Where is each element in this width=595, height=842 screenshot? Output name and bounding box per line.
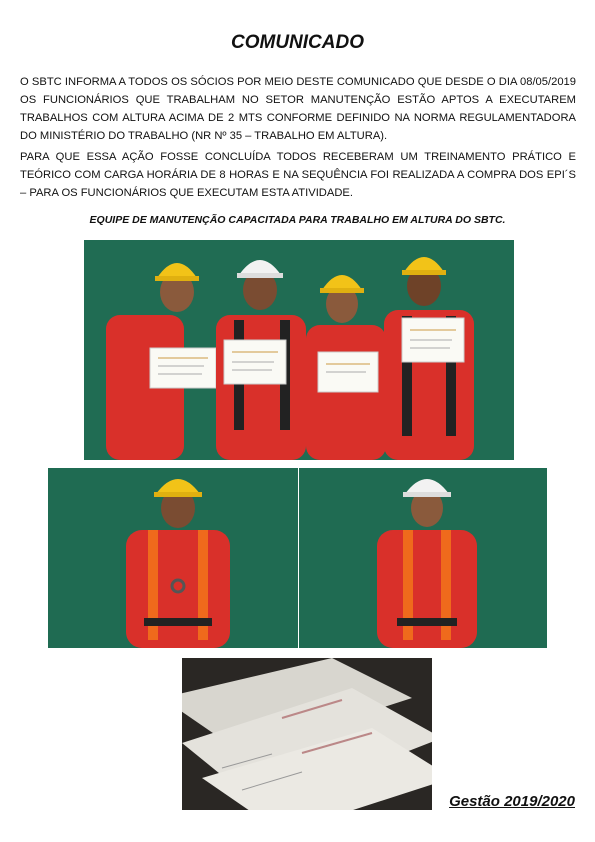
team-group-photo xyxy=(84,240,514,460)
page-title: COMUNICADO xyxy=(231,32,364,53)
training-paragraph: PARA QUE ESSA AÇÃO FOSSE CONCLUÍDA TODOS RECEBERAM UM TREINAMENTO PRÁTICO E TEÓRICO COM CARGA HORÁRIA DE 8 HORAS E NA SEQUÊNCIA FOI REALIZADA A COMPRA DOS EPI´S – PARA OS FUNCIONÁRIOS QUE EXECUTAM ESTA ATIVIDADE. xyxy=(20,151,576,199)
intro-paragraph: O SBTC INFORMA A TODOS OS SÓCIOS POR MEIO DESTE COMUNICADO QUE DESDE O DIA 08/05/2019 OS FUNCIONÁRIOS QUE TRABALHAM NO SETOR MANUTENÇÃO ESTÃO APTOS A EXECUTAREM TRABALHOS COM ALTURA ACIMA DE 2 MTS CONFORME DEFINIDO NA NORMA REGULAMENTADORA DO MINISTÉRIO DO TRABALHO (NR Nº 35 – TRABALHO EM ALTURA). xyxy=(20,76,576,142)
certificates-photo xyxy=(182,658,432,810)
management-period: Gestão 2019/2020 xyxy=(449,793,575,810)
photo-caption: EQUIPE DE MANUTENÇÃO CAPACITADA PARA TRABALHO EM ALTURA DO SBTC. xyxy=(89,214,506,226)
worker-harness-photo-white-helmet xyxy=(299,468,547,648)
worker-harness-photo-yellow-helmet xyxy=(48,468,298,648)
